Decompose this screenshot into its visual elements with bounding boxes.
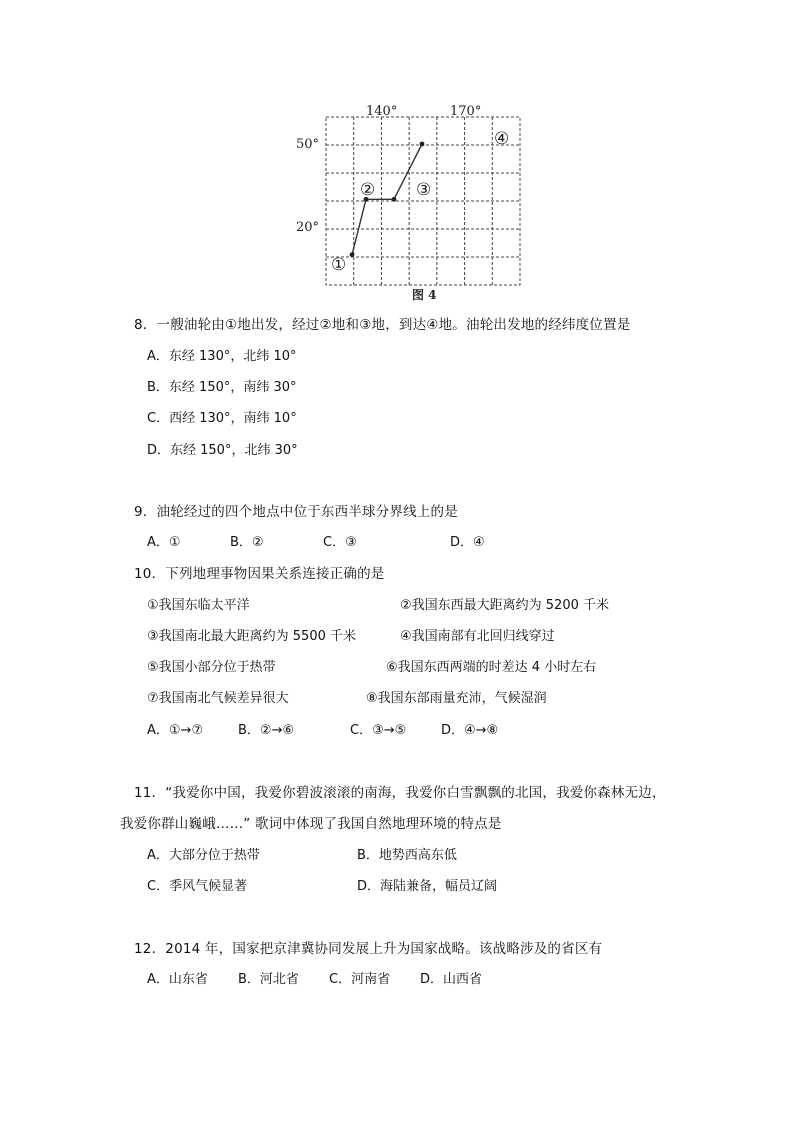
point-label-3: ③ [416,180,432,200]
q12-option-d[interactable]: D．山西省 [420,972,483,987]
route-point-3 [392,197,397,202]
q12-option-b[interactable]: B．河北省 [238,972,299,987]
lon-label-140: 140° [366,104,398,119]
q10-option-b[interactable]: B．②→⑥ [238,723,295,738]
q10-item-7: ⑦我国南北气候差异很大 [147,691,289,706]
q10-option-c[interactable]: C．③→⑤ [350,723,407,738]
q8-stem: 8．一艘油轮由①地出发，经过②地和③地，到达④地。油轮出发地的经纬度位置是 [134,317,631,333]
q11-stem-line2: 我爱你群山巍峨……” 歌词中体现了我国自然地理环境的特点是 [120,816,502,832]
lon-label-170: 170° [450,104,482,119]
q10-option-d[interactable]: D．④→⑧ [441,723,499,738]
q10-item-4: ④我国南部有北回归线穿过 [400,629,555,644]
q11-option-b[interactable]: B．地势西高东低 [357,848,457,863]
lat-label-20: 20° [296,220,320,235]
q11-option-a[interactable]: A．大部分位于热带 [147,848,260,863]
q12-option-a[interactable]: A．山东省 [147,972,208,987]
map-svg [290,96,530,306]
q10-item-8: ⑧我国东部雨量充沛，气候湿润 [366,691,547,706]
q10-option-a[interactable]: A．①→⑦ [147,723,204,738]
q10-item-6: ⑥我国东西两端的时差达 4 小时左右 [386,660,597,675]
q8-option-c[interactable]: C．西经 130°，南纬 10° [147,411,297,426]
q9-option-d[interactable]: D．④ [450,535,485,550]
q10-item-3: ③我国南北最大距离约为 5500 千米 [147,629,357,644]
lat-label-50: 50° [296,137,320,152]
q8-option-d[interactable]: D．东经 150°，北纬 30° [147,443,298,458]
q11-stem-line1: 11．“我爱你中国，我爱你碧波滚滚的南海，我爱你白雪飘飘的北国，我爱你森林无边， [134,785,666,801]
q9-option-c[interactable]: C．③ [323,535,357,550]
point-label-2: ② [360,180,376,200]
point-label-1: ① [331,255,347,275]
q9-option-b[interactable]: B．② [230,535,264,550]
point-label-4: ④ [494,129,510,149]
route-point-1 [350,252,355,257]
q10-item-1: ①我国东临太平洋 [147,598,250,613]
q12-stem: 12．2014 年，国家把京津冀协同发展上升为国家战略。该战略涉及的省区有 [134,941,603,957]
q8-option-b[interactable]: B．东经 150°，南纬 30° [147,380,297,395]
route-point-4 [420,142,425,147]
q9-option-a[interactable]: A．① [147,535,181,550]
q11-option-d[interactable]: D．海陆兼备，幅员辽阔 [357,879,498,894]
q9-stem: 9．油轮经过的四个地点中位于东西半球分界线上的是 [134,504,458,520]
route-map-figure [290,96,530,306]
q8-option-a[interactable]: A．东经 130°，北纬 10° [147,349,297,364]
q10-item-5: ⑤我国小部分位于热带 [147,660,276,675]
q10-stem: 10．下列地理事物因果关系连接正确的是 [134,566,385,582]
figure-caption: 图 4 [412,288,437,302]
q11-option-c[interactable]: C．季风气候显著 [147,879,248,894]
q10-item-2: ②我国东西最大距离约为 5200 千米 [400,598,610,613]
q12-option-c[interactable]: C．河南省 [329,972,391,987]
